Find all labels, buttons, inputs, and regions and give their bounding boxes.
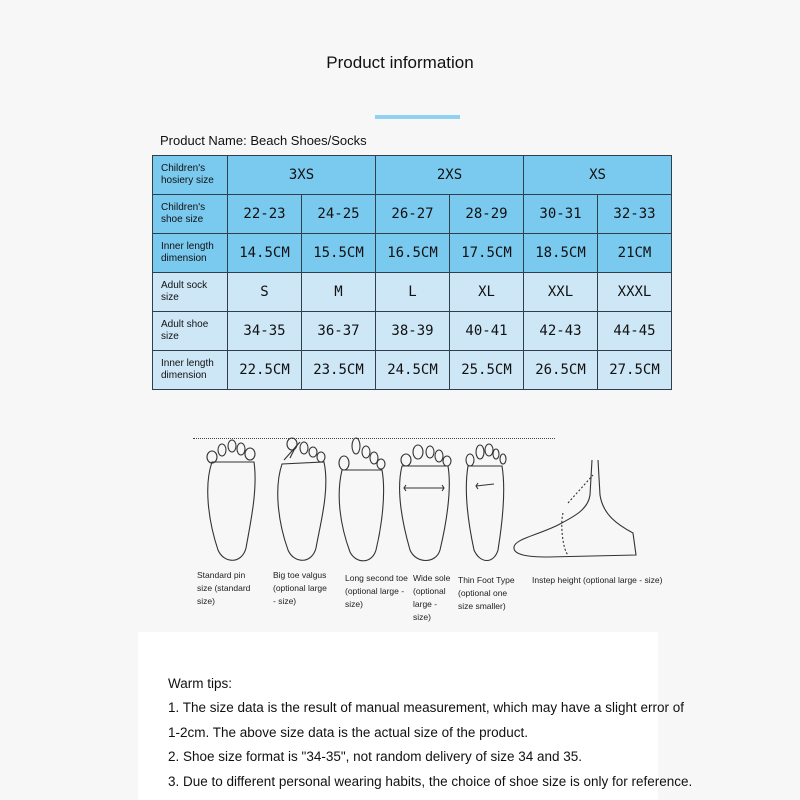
table-cell: 22.5CM [228, 351, 302, 390]
big-toe-valgus-foot-icon [278, 438, 326, 560]
table-cell: XXL [524, 273, 598, 312]
table-cell: 36-37 [302, 312, 376, 351]
table-cell: 3XS [228, 156, 376, 195]
foot-caption-standard: Standard pin size (standard size) [197, 570, 251, 606]
row-label: Inner length dimension [153, 234, 228, 273]
standard-foot-icon [207, 440, 255, 560]
table-cell: 21CM [598, 234, 672, 273]
foot-caption-thin-foot: Thin Foot Type (optional one size smaller) [458, 575, 515, 611]
table-cell: 18.5CM [524, 234, 598, 273]
table-cell: 40-41 [450, 312, 524, 351]
row-label: Children's hosiery size [153, 156, 228, 195]
table-cell: XS [524, 156, 672, 195]
table-cell: 27.5CM [598, 351, 672, 390]
product-name: Product Name: Beach Shoes/Socks [160, 133, 367, 148]
wide-sole-foot-icon [400, 445, 451, 561]
table-cell: 30-31 [524, 195, 598, 234]
table-row [153, 312, 672, 351]
table-cell: 42-43 [524, 312, 598, 351]
table-cell: L [376, 273, 450, 312]
page-title: Product information [326, 53, 474, 72]
table-cell: 14.5CM [228, 234, 302, 273]
table-cell: 26-27 [376, 195, 450, 234]
row-label: Adult sock size [153, 273, 228, 312]
table-row [153, 351, 672, 390]
thin-foot-icon [466, 444, 506, 561]
table-cell: 24.5CM [376, 351, 450, 390]
foot-caption-instep: Instep height (optional large - size) [532, 575, 663, 585]
foot-caption-big-toe: Big toe valgus (optional large - size) [273, 570, 327, 606]
warm-tip-line: 2. Shoe size format is "34-35", not random delivery of size 34 and 35. [168, 749, 583, 764]
table-row [153, 273, 672, 312]
warm-tips-title: Warm tips: [168, 676, 232, 691]
table-cell: XXXL [598, 273, 672, 312]
table-cell: 24-25 [302, 195, 376, 234]
row-label: Children's shoe size [153, 195, 228, 234]
table-row [153, 195, 672, 234]
table-cell: 26.5CM [524, 351, 598, 390]
table-cell: 44-45 [598, 312, 672, 351]
table-cell: S [228, 273, 302, 312]
instep-height-foot-icon [508, 455, 643, 570]
table-cell: 17.5CM [450, 234, 524, 273]
title-accent-bar [375, 115, 460, 119]
warm-tip-line: 1-2cm. The above size data is the actual size of the product. [168, 725, 528, 740]
warm-tip-line: 3. Due to different personal wearing habits, the choice of shoe size is only for reference. [168, 774, 693, 789]
size-table [152, 155, 672, 390]
warm-tip-line: 1. The size data is the result of manual measurement, which may have a slight error of [168, 700, 684, 715]
table-cell: 32-33 [598, 195, 672, 234]
table-cell: 25.5CM [450, 351, 524, 390]
table-cell: 16.5CM [376, 234, 450, 273]
long-second-toe-foot-icon [339, 438, 385, 561]
row-label: Inner length dimension [153, 351, 228, 390]
table-cell: 38-39 [376, 312, 450, 351]
foot-caption-long-second-toe: Long second toe (optional large - size) [345, 573, 408, 609]
table-cell: 22-23 [228, 195, 302, 234]
table-row [153, 156, 672, 195]
foot-caption-wide-sole: Wide sole (optional large - size) [413, 573, 451, 622]
table-cell: M [302, 273, 376, 312]
row-label: Adult shoe size [153, 312, 228, 351]
table-row [153, 234, 672, 273]
table-cell: 15.5CM [302, 234, 376, 273]
table-cell: 34-35 [228, 312, 302, 351]
table-cell: 23.5CM [302, 351, 376, 390]
table-cell: 28-29 [450, 195, 524, 234]
table-cell: XL [450, 273, 524, 312]
table-cell: 2XS [376, 156, 524, 195]
